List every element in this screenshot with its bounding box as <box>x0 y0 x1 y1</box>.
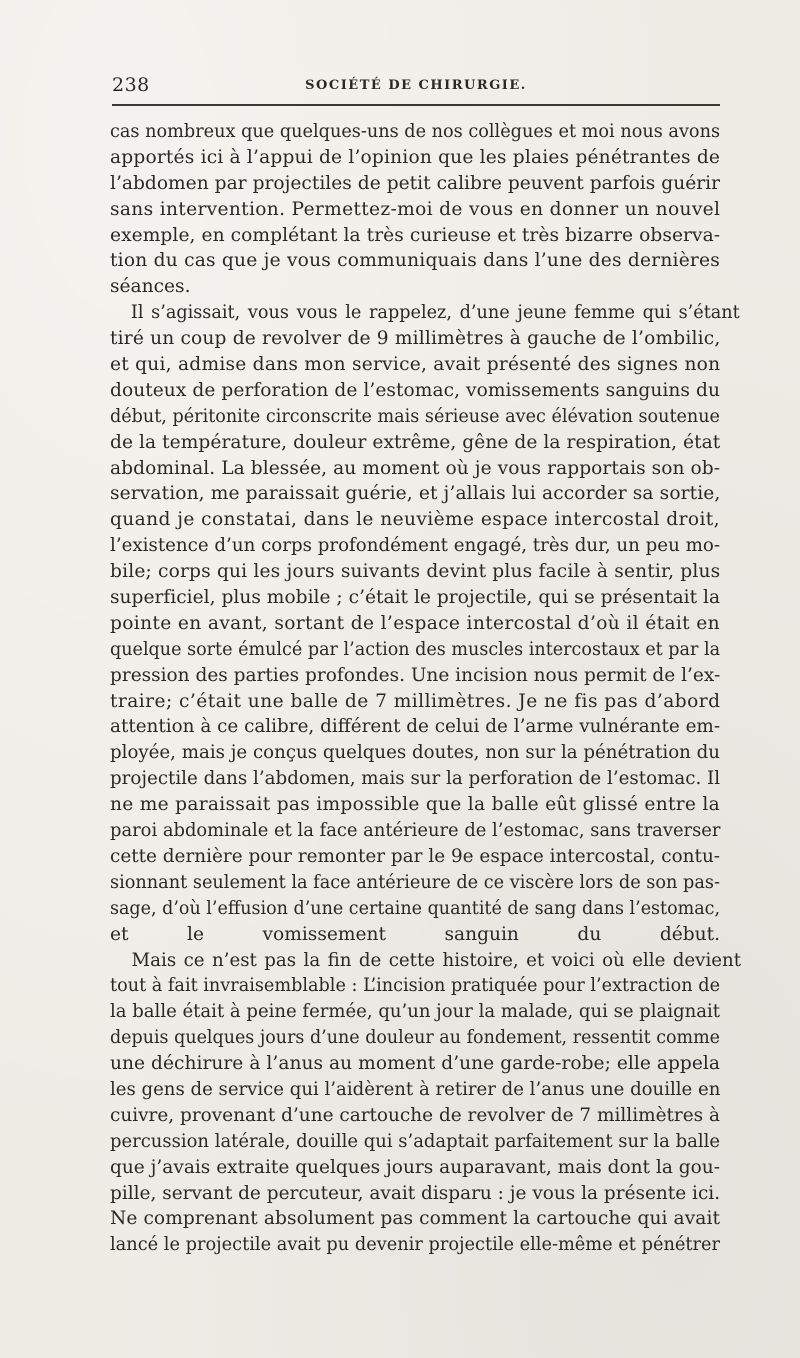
text-line: pointe en avant, sortant de l’espace intercostal d’où il était en <box>110 612 720 634</box>
text-line: pille, servant de percuteur, avait disparu : je vous la présente ici. <box>110 1182 721 1204</box>
text-line: sage, d’où l’effusion d’une certaine quantité de sang dans l’estomac, <box>110 897 721 919</box>
text-line: ne me paraissait pas impossible que la balle eût glissé entre la <box>110 794 720 816</box>
text-line: la balle était à peine fermée, qu’un jour la malade, qui se plaignait <box>110 1001 721 1023</box>
page-header <box>112 74 720 98</box>
text-line: l’abdomen par projectiles de petit calibre peuvent parfois guérir <box>110 172 720 194</box>
text-line: quand je constatai, dans le neuvième espace intercostal droit, <box>110 509 720 531</box>
text-line: traire; c’était une balle de 7 millimètres. Je ne fis pas d’abord <box>110 690 721 712</box>
text-line: abdominal. La blessée, au moment où je vous rapportais son ob- <box>110 457 721 479</box>
text-line: douteux de perforation de l’estomac, vomissements sanguins du <box>110 379 720 401</box>
text-line: percussion latérale, douille qui s’adaptait parfaitement sur la balle <box>110 1130 720 1152</box>
paragraph <box>110 948 742 1259</box>
text-line: superficiel, plus mobile ; c’était le projectile, qui se présentait la <box>110 587 721 609</box>
text-line: et qui, admise dans mon service, avait présenté des signes non <box>110 354 721 376</box>
text-line: projectile dans l’abdomen, mais sur la perforation de l’estomac. Il <box>110 768 721 790</box>
text-line: les gens de service qui l’aidèrent à retirer de l’anus une douille en <box>110 1078 721 1100</box>
text-line: bile; corps qui les jours suivants devint plus facile à sentir, plus <box>110 561 721 583</box>
text-line: pression des parties profondes. Une incision nous permit de l’ex- <box>110 664 721 686</box>
text-line: cas nombreux que quelques-uns de nos collègues et moi nous avons <box>110 121 721 142</box>
text-line: cette dernière pour remonter par le 9e espace intercostal, contu- <box>110 845 721 867</box>
text-line: apportés ici à l’appui de l’opinion que les plaies pénétrantes de <box>110 146 721 168</box>
text-line: exemple, en complétant la très curieuse et très bizarre observa- <box>110 224 721 246</box>
text-line: tion du cas que je vous communiquais dans l’une des dernières <box>110 250 720 272</box>
text-line: tout à fait invraisemblable : L’incision pratiquée pour l’extraction de <box>110 975 721 997</box>
text-line: paroi abdominale et la face antérieure de l’estomac, sans traverser <box>110 820 721 842</box>
text-line: servation, me paraissait guérie, et j’allais lui accorder sa sortie, <box>110 483 721 505</box>
text-line: début, péritonite circonscrite mais sérieuse avec élévation soutenue <box>110 405 720 427</box>
body-text <box>110 119 742 1258</box>
text-line: sionnant seulement la face antérieure de ce viscère lors de son pas- <box>110 871 721 893</box>
text-line: une déchirure à l’anus au moment d’une garde-robe; elle appela <box>110 1053 720 1075</box>
text-line: sans intervention. Permettez-moi de vous en donner un nouvel <box>110 198 721 220</box>
text-line: quelque sorte émulcé par l’action des muscles intercostaux et par la <box>110 638 721 660</box>
paragraph <box>110 119 720 300</box>
text-line: Il s’agissait, vous vous le rappelez, d’une jeune femme qui s’étant <box>130 302 740 324</box>
text-line: Ne comprenant absolument pas comment la cartouche qui avait <box>110 1208 721 1230</box>
text-line: attention à ce calibre, différent de celui de l’arme vulnérante em- <box>110 716 721 738</box>
running-title: SOCIÉTÉ DE CHIRURGIE. <box>305 78 527 93</box>
text-line: l’existence d’un corps profondément engagé, très dur, un peu mo- <box>110 535 720 557</box>
header-rule <box>112 104 720 106</box>
text-line: ployée, mais je conçus quelques doutes, non sur la pénétration du <box>110 742 721 764</box>
text-line: cuivre, provenant d’une cartouche de revolver de 7 millimètres à <box>110 1104 721 1126</box>
text-line: lancé le projectile avait pu devenir projectile elle-même et pénétrer <box>110 1234 720 1256</box>
text-line: séances. <box>110 276 191 298</box>
text-line: que j’avais extraite quelques jours auparavant, mais dont la gou- <box>110 1156 720 1178</box>
text-line: de la température, douleur extrême, gêne de la respiration, état <box>110 431 721 453</box>
text-line: depuis quelques jours d’une douleur au fondement, ressentit comme <box>110 1027 720 1049</box>
text-line: tiré un coup de revolver de 9 millimètres à gauche de l’ombilic, <box>110 328 721 350</box>
text-line: et le vomissement sanguin du début. <box>110 923 720 945</box>
page-number: 238 <box>112 74 150 96</box>
paragraph <box>110 300 740 947</box>
text-line: Mais ce n’est pas la fin de cette histoire, et voici où elle devient <box>131 949 742 971</box>
